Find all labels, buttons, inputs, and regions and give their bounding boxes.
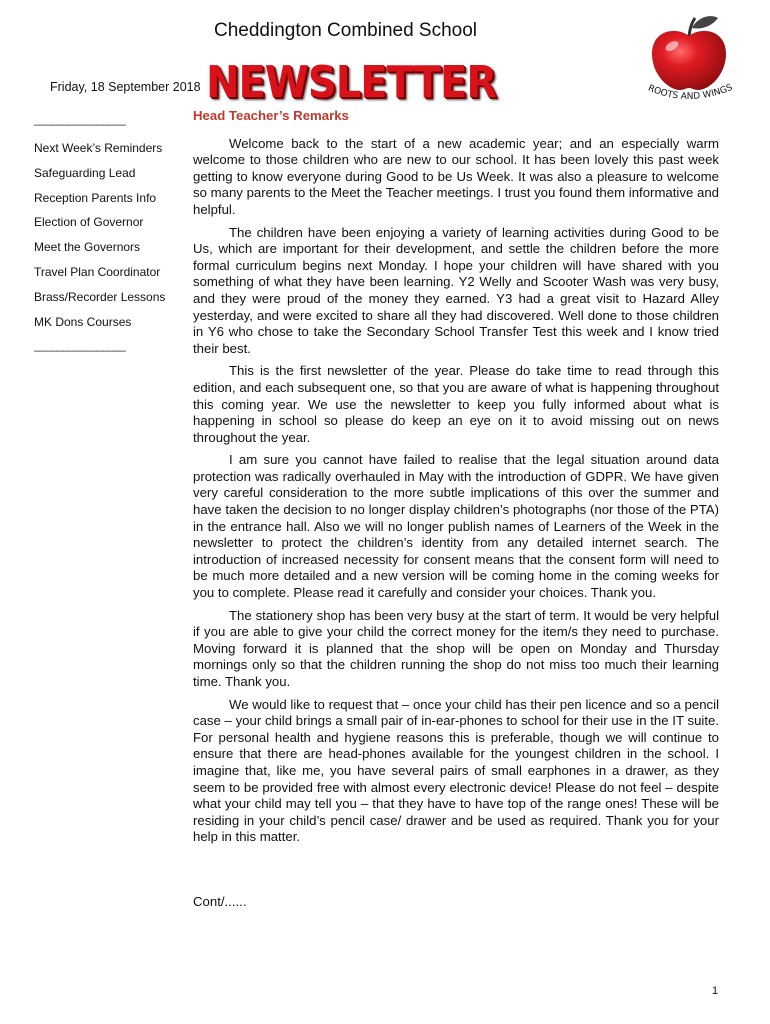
article-paragraph: This is the first newsletter of the year. Please do take time to read through this edition, and each subsequent one, so that you are aware of what is happening throughout this coming year. We use the newsletter to keep you fully informed about what is happening in school so please do keep an eye on it to avoid missing out on news throughout the year. — [193, 363, 719, 445]
sidebar-item-governors: Meet the Governors — [34, 240, 141, 255]
sidebar-contents — [34, 112, 174, 354]
sidebar-item-safeguarding: Safeguarding Lead — [34, 165, 136, 180]
article-paragraph: I am sure you cannot have failed to realise that the legal situation around data protection was radically overhauled in May with the introduction of GDPR. We have given very careful consideration to the more subtle implications of this over the summer and have taken the decision to no longer display children’s photographs (nor those of the PTA) in the entrance hall. Also we will no longer publish names of Learners of the Week in the newsletter to protect the children’s identity from any detailed internet search. The introduction of increased necessity for consent means that the consent form will need to be much more detailed and a new version will be coming home in the coming weeks for you to complete. Please read it carefully and consider your choices. Thank you. — [193, 452, 719, 601]
article-title: Head Teacher’s Remarks — [193, 108, 349, 123]
apple-leaf — [692, 16, 718, 28]
newsletter-masthead: NEWSLETTER — [206, 58, 497, 108]
apple-logo — [632, 8, 747, 112]
sidebar-item-election: Election of Governor — [34, 215, 144, 230]
sidebar-item-reminders: Next Week’s Reminders — [34, 141, 163, 155]
sidebar-item-reception: Reception Parents Info — [34, 190, 157, 205]
logo-motto: ROOTS AND WINGS — [646, 82, 735, 103]
issue-date: Friday, 18 September 2018 — [50, 80, 201, 94]
sidebar-item-travel-plan: Travel Plan Coordinator — [34, 264, 161, 279]
school-name: Cheddington Combined School — [214, 20, 478, 41]
page-number: 1 — [712, 985, 719, 997]
continued-note: Cont/...... — [193, 893, 247, 909]
article-paragraph: Welcome back to the start of a new academic year; and an especially warm welcome to those children who are new to our school. It has been lovely this past week getting to know everyone during Good to be Us Week. It was also a pleasure to welcome so many parents to the Meet the Teacher meetings. I trust you found them informative and helpful. — [193, 135, 719, 217]
sidebar-rule-bottom: ________________ — [34, 338, 125, 353]
article-paragraph: The stationery shop has been very busy at the start of term. It would be very helpful if you are able to give your child the correct money for the item/s they need to purchase. Moving forward it is planned that the shop will be open on Monday and Thursday mornings only so that the children running the shop do not miss too much their learning time. Thank you. — [193, 607, 719, 689]
sidebar-item-brass: Brass/Recorder Lessons — [34, 289, 166, 304]
article-paragraph: The children have been enjoying a variety of learning activities during Good to be Us, which are important for their development, and settle the children before the more formal curriculum begins next Monday. I hope your children will have shared with you something of what they have been learning. Y2 Welly and Scooter Wash was very busy, and they were proud of the money they earned. Y3 had a great visit to Hazard Alley yesterday, and were excited to share all they had discovered. Well done to those children in Y6 who chose to take the Secondary School Transfer Test this week and I know tried their best. — [193, 224, 719, 356]
sidebar-item-mk-dons: MK Dons Courses — [34, 314, 132, 329]
article — [193, 108, 719, 911]
sidebar-rule-top: ________________ — [34, 112, 125, 126]
apple-body — [652, 31, 726, 90]
article-paragraph: We would like to request that – once your child has their pen licence and so a pencil case – your child brings a small pair of in-ear-phones to school for their use in the IT suite. For personal health and hygiene reasons this is preferable, though we will continue to ensure that there are head-phones available for the youngest children in the school. I imagine that, like me, you have several pairs of small earphones in a drawer, as they seem to be provided free with almost every electronic device! Please do not feel – despite what your child may tell you – that they have to have top of the range ones! These will be residing in your child’s pencil case/ drawer and be used as required. Thank you for your help in this matter. — [193, 696, 719, 845]
